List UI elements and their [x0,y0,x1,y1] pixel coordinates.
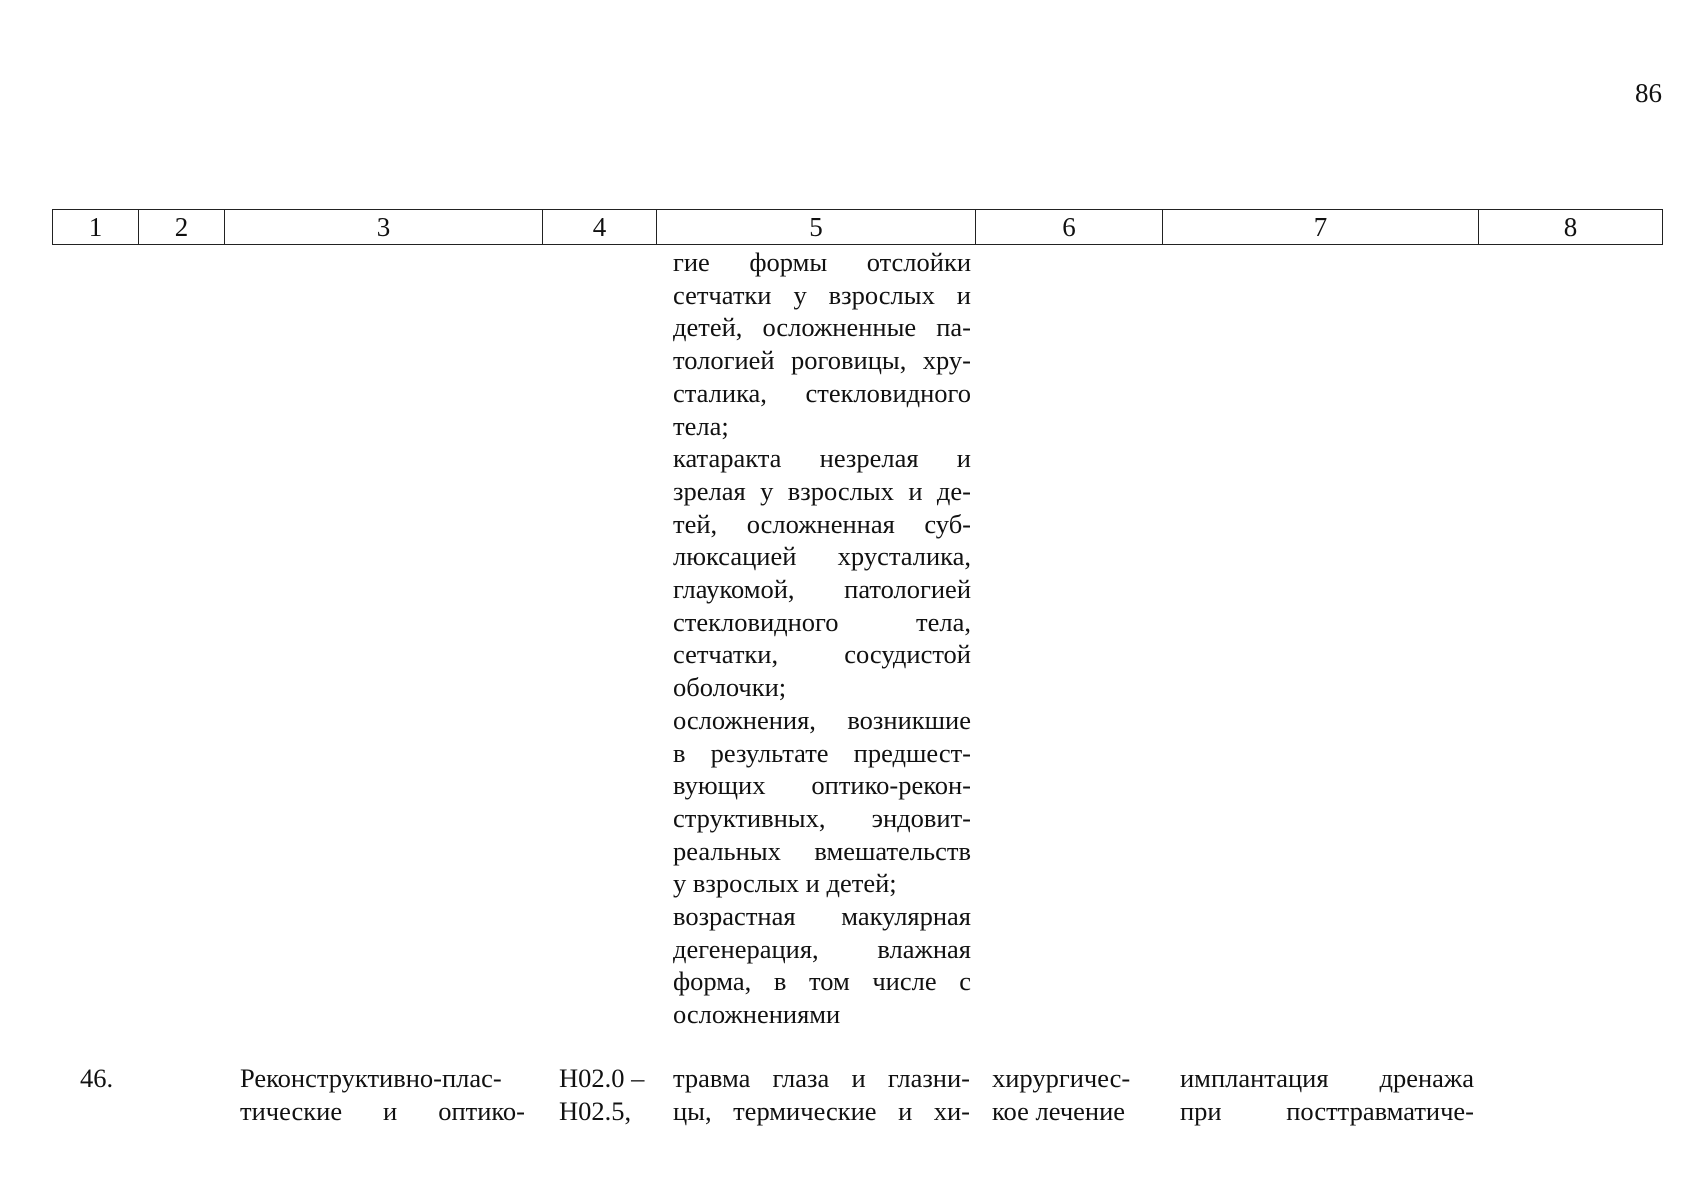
text-line: при посттравматиче- [1180,1096,1474,1126]
text-line: хирургичес- [992,1063,1131,1093]
text-line: тологией роговицы, хру- [673,345,971,376]
text-line: тические и оптико- [240,1096,525,1126]
text-line: люксацией хрусталика, [673,541,971,572]
text-line: вующих оптико-рекон- [673,770,971,801]
text-line: осложнениями [673,999,841,1030]
column-header-4: 4 [543,210,657,245]
row-46-column6-text [992,1062,1144,1128]
code-line: H02.0 – [559,1063,645,1093]
text-line: Реконструктивно-плас- [240,1063,502,1093]
text-line: зрелая у взрослых и де- [673,475,971,506]
column-header-3: 3 [225,210,543,245]
column-header-8: 8 [1479,210,1663,245]
text-line: в результате предшест- [673,737,971,768]
text-line: осложнения, возникшие [673,704,971,735]
text-line: тей, осложненная суб- [673,508,971,539]
column-header-2: 2 [139,210,225,245]
text-line: оболочки; [673,672,787,703]
text-line: форма, в том числе с [673,966,971,997]
text-line: реальных вмешательств [673,835,971,866]
text-line: сетчатки, сосудистой [673,639,971,670]
text-line: дегенерация, влажная [673,933,971,964]
row-46-column3-text [240,1062,525,1128]
text-line: травма глаза и глазни- [673,1063,970,1093]
text-line: гие формы отслойки [673,247,971,277]
text-line: имплантация дренажа [1180,1063,1474,1093]
table-header [52,209,1663,245]
text-line: кое лечение [992,1096,1126,1126]
text-line: детей, осложненные па- [673,312,971,343]
text-line: структивных, эндовит- [673,802,971,833]
text-line: возрастная макулярная [673,901,971,932]
text-line: тела; [673,410,729,441]
continuation-column5-text [673,246,971,1031]
text-line: сталика, стекловидного [673,377,971,408]
text-line: сетчатки у взрослых и [673,279,971,310]
text-line: стекловидного тела, [673,606,971,637]
column-header-1: 1 [53,210,139,245]
table-header-row [53,210,1663,245]
text-line: у взрослых и детей; [673,868,897,899]
row-46-column7-text [1180,1062,1474,1128]
column-header-7: 7 [1163,210,1479,245]
column-header-5: 5 [657,210,976,245]
page-number: 86 [1635,78,1662,108]
row-46-column4-codes [559,1062,654,1128]
code-line: H02.5, [559,1096,632,1126]
row-46-column5-text [673,1062,970,1128]
text-line: катаракта незрелая и [673,443,971,474]
column-header-6: 6 [976,210,1163,245]
text-line: глаукомой, патологией [673,574,971,605]
text-line: цы, термические и хи- [673,1096,970,1126]
row-46-number: 46. [80,1063,114,1093]
